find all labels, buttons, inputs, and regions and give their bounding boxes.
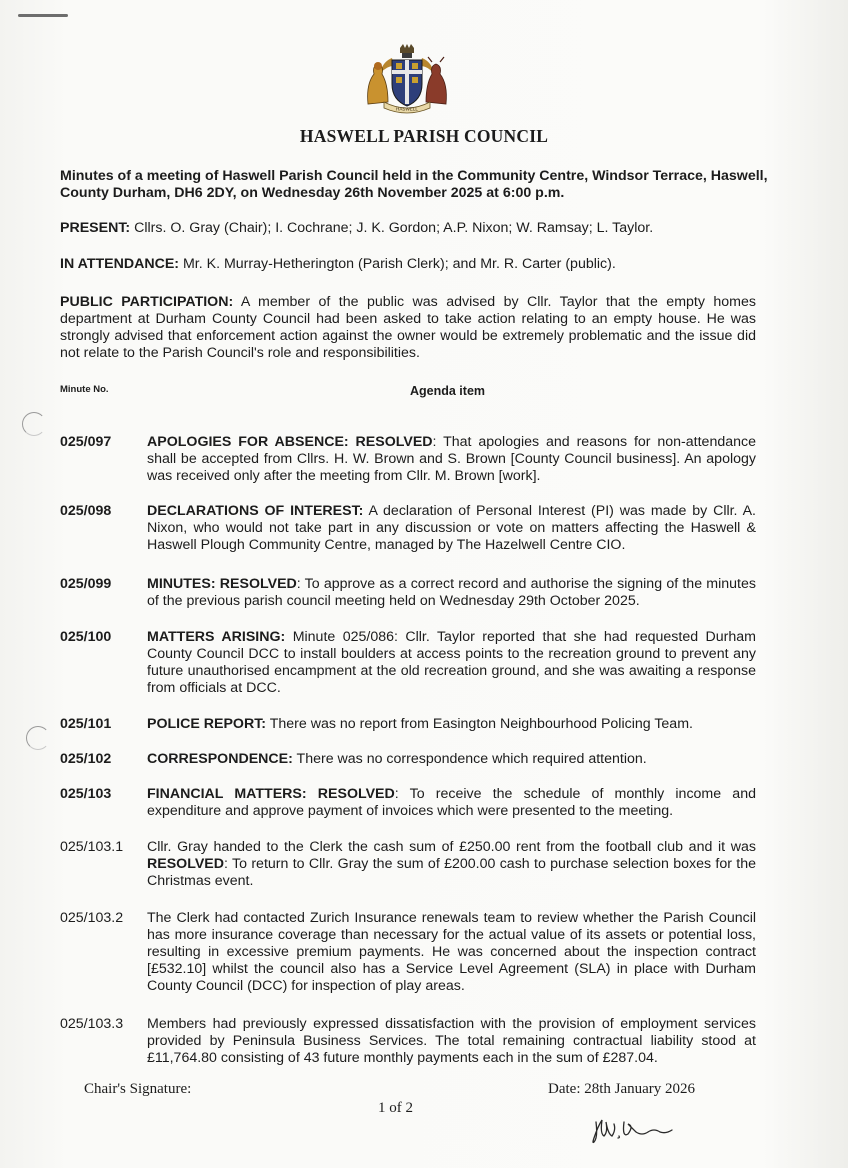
minute-resolved-label: RESOLVED xyxy=(147,856,224,872)
minute-text: There was no correspondence which required attention. xyxy=(292,751,647,767)
council-crest-icon xyxy=(362,44,452,114)
minute-title: CORRESPONDENCE: xyxy=(147,751,293,767)
agenda-item-header: Agenda item xyxy=(410,384,486,398)
minute-title: DECLARATIONS OF INTEREST: xyxy=(147,503,364,519)
minute-number: 025/099 xyxy=(60,576,112,592)
minute-text: Minute 025/086: Cllr. Taylor reported that she had requested Durham County Council DCC to install boulders at access points to the recreation ground to prevent any future unauthorised encampment at the old recreation ground, and she was awaiting a response from officials at DCC. xyxy=(147,629,756,696)
minute-item xyxy=(147,786,756,820)
minute-title: APOLOGIES FOR ABSENCE: RESOLVED xyxy=(147,434,433,450)
minute-text-before: Cllr. Gray handed to the Clerk the cash sum of £250.00 rent from the football club and it was xyxy=(147,839,756,855)
council-title: HASWELL PARISH COUNCIL xyxy=(299,126,549,146)
minute-item xyxy=(147,751,756,768)
page-number: 1 of 2 xyxy=(378,1100,413,1116)
minute-text: : That apologies and reasons for non-attendance shall be accepted from Cllrs. H. W. Brown and S. Brown [County Council business]. An apology was received only after the meeting from Cllr. M. Brown [work]. xyxy=(147,434,756,484)
minute-number: 025/103.1 xyxy=(60,839,124,855)
minute-number: 025/101 xyxy=(60,716,112,732)
public-participation-label: PUBLIC PARTICIPATION: xyxy=(60,294,234,310)
minute-item xyxy=(147,910,756,995)
minute-title: POLICE REPORT: xyxy=(147,716,267,732)
minute-text: A declaration of Personal Interest (PI) was made by Cllr. A. Nixon, who would not take part in any discussion or vote on matters affecting the Haswell & Haswell Plough Community Centre, managed by The Hazelwell Centre CIO. xyxy=(147,503,756,553)
minute-text: There was no report from Easington Neighbourhood Policing Team. xyxy=(266,716,693,732)
punch-hole-mark xyxy=(22,412,46,436)
scan-edge-mark xyxy=(18,14,68,17)
minute-text-after: : To return to Cllr. Gray the sum of £200.00 cash to purchase selection boxes for the Christmas event. xyxy=(147,856,756,889)
minute-number: 025/103.2 xyxy=(60,910,124,926)
present-label: PRESENT: xyxy=(60,220,131,236)
minute-no-header: Minute No. xyxy=(60,384,109,395)
minute-text: : To receive the schedule of monthly income and expenditure and approve payment of invoices which were presented to the meeting. xyxy=(147,786,756,819)
minute-item xyxy=(147,503,756,554)
public-participation-text: A member of the public was advised by Cllr. Taylor that the empty homes department at Durham County Council had been asked to take action relating to an empty house. He was strongly advised that enforcement action against the owner would be extremely problematic and the issue did not relate to the Parish Council's role and responsibilities. xyxy=(60,294,756,361)
minute-item xyxy=(147,839,756,890)
handwritten-signature xyxy=(588,1108,678,1148)
crest-motto: HASWELL xyxy=(396,106,418,112)
minute-item xyxy=(147,434,756,485)
minute-item xyxy=(147,629,756,697)
punch-hole-mark xyxy=(26,726,50,750)
minute-text: : To approve as a correct record and authorise the signing of the minutes of the previous parish council meeting held on Wednesday 29th October 2025. xyxy=(147,576,756,609)
attendance-text: Mr. K. Murray-Hetherington (Parish Clerk); and Mr. R. Carter (public). xyxy=(179,256,616,272)
minute-text: Members had previously expressed dissatisfaction with the provision of employment services provided by Peninsula Business Services. The total remaining contractual liability stood at £11,764.80 consisting of 43 future monthly payments each in the sum of £287.04. xyxy=(147,1016,756,1066)
minute-item xyxy=(147,1016,756,1067)
minute-number: 025/098 xyxy=(60,503,112,519)
public-participation-paragraph xyxy=(60,294,756,362)
minute-title: MINUTES: RESOLVED xyxy=(147,576,297,592)
minute-item xyxy=(147,576,756,610)
minute-item xyxy=(147,716,756,733)
minute-number: 025/103.3 xyxy=(60,1016,124,1032)
minute-number: 025/097 xyxy=(60,434,112,450)
signature-date: Date: 28th January 2026 xyxy=(548,1081,696,1097)
minute-number: 025/102 xyxy=(60,751,112,767)
minute-number: 025/103 xyxy=(60,786,112,802)
attendance-label: IN ATTENDANCE: xyxy=(60,256,180,272)
minute-text: The Clerk had contacted Zurich Insurance renewals team to review whether the Parish Council has more insurance coverage than necessary for the actual value of its assets or potential loss, resulting in excessive premium payments. He was concerned about the inspection contract [£532.10] whilst the council also has a Service Level Agreement (SLA) in place with Durham County Council (DCC) for inspection of play areas. xyxy=(147,910,756,994)
minute-title: MATTERS ARISING: xyxy=(147,629,286,645)
present-text: Cllrs. O. Gray (Chair); I. Cochrane; J. K. Gordon; A.P. Nixon; W. Ramsay; L. Taylor. xyxy=(130,220,654,236)
meeting-intro: Minutes of a meeting of Haswell Parish Council held in the Community Centre, Windsor Terrace, Haswell, County Durham, DH6 2DY, on Wednesday 26th November 2025 at 6:00 p.m. xyxy=(60,168,768,201)
present-paragraph xyxy=(60,220,780,237)
minute-title: FINANCIAL MATTERS: RESOLVED xyxy=(147,786,395,802)
attendance-paragraph xyxy=(60,256,780,273)
chair-signature-label: Chair's Signature: xyxy=(84,1081,192,1097)
minute-number: 025/100 xyxy=(60,629,112,645)
